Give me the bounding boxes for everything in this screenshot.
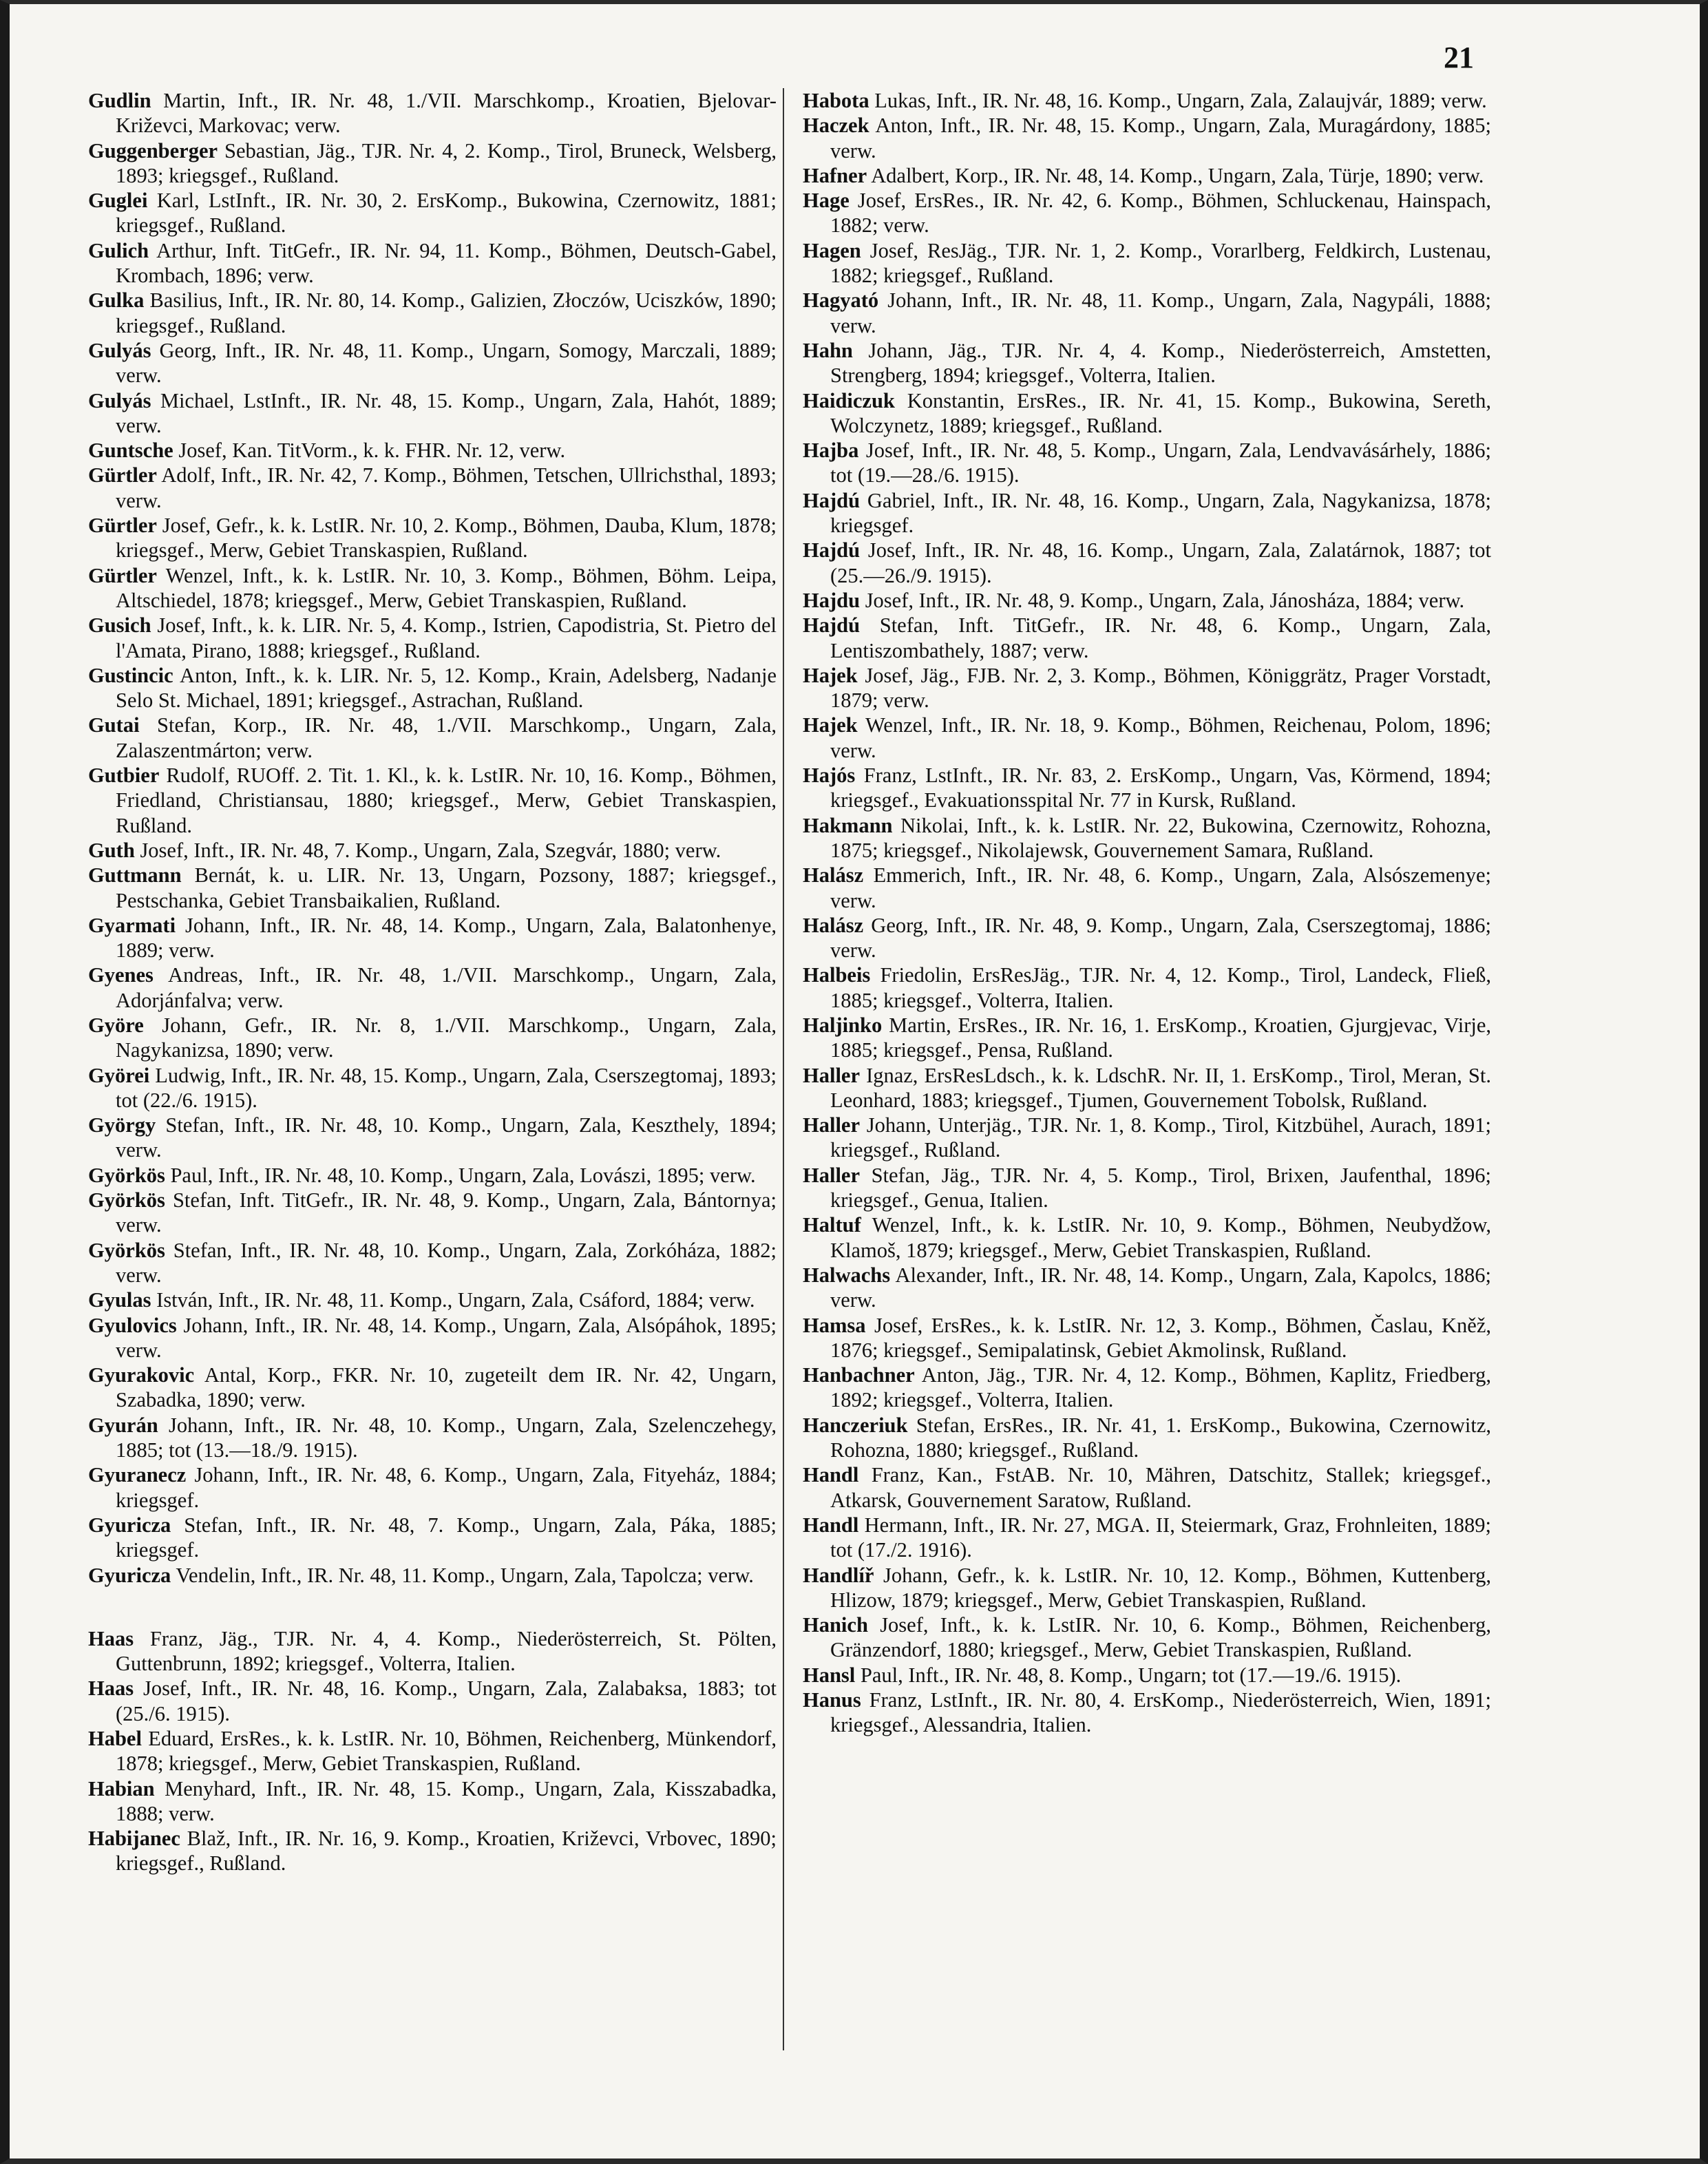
list-entry	[803, 1688, 1491, 1738]
list-entry	[88, 463, 777, 513]
list-entry	[803, 613, 1491, 663]
list-entry	[88, 1163, 777, 1188]
entry-details: Franz, LstInft., IR. Nr. 80, 4. ErsKomp., Niederösterreich, Wien, 1891; kriegsgef., Alessandria, Italien.	[830, 1688, 1491, 1737]
list-entry	[803, 1313, 1491, 1363]
entry-surname: Haller	[803, 1163, 860, 1187]
list-entry	[88, 1238, 777, 1288]
entry-surname: Gustincic	[88, 663, 173, 687]
list-entry	[88, 1462, 777, 1513]
entry-details: Stefan, ErsRes., IR. Nr. 41, 1. ErsKomp., Bukowina, Czernowitz, Rohozna, 1880; kriegsgef., Rußland.	[830, 1413, 1491, 1462]
list-entry	[88, 713, 777, 763]
list-entry	[88, 238, 777, 288]
list-entry	[88, 1113, 777, 1163]
list-entry	[803, 188, 1491, 238]
list-entry	[803, 763, 1491, 813]
list-entry	[88, 138, 777, 189]
entry-details: Stefan, Inft., IR. Nr. 48, 7. Komp., Ungarn, Zala, Páka, 1885; kriegsgef.	[116, 1513, 777, 1562]
entry-details: Johann, Inft., IR. Nr. 48, 11. Komp., Ungarn, Zala, Nagypáli, 1888; verw.	[830, 288, 1492, 337]
entry-surname: Györei	[88, 1063, 150, 1087]
entry-surname: Haczek	[803, 114, 869, 138]
entry-surname: Halász	[803, 863, 864, 887]
entry-surname: Hajdu	[803, 588, 861, 612]
entry-details: Karl, LstInft., IR. Nr. 30, 2. ErsKomp., Bukowina, Czernowitz, 1881; kriegsgef., Rußland.	[116, 189, 777, 238]
entry-details: Ignaz, ErsResLdsch., k. k. LdschR. Nr. II, 1. ErsKomp., Tirol, Meran, St. Leonhard, 1883; kriegsgef., Tjumen, Gouvernement Tobolsk, Rußland.	[830, 1063, 1491, 1112]
list-entry	[88, 438, 777, 463]
entry-surname: Gürtler	[88, 463, 157, 487]
list-entry	[88, 388, 777, 439]
list-entry	[803, 1663, 1491, 1688]
entry-details: Josef, Inft., IR. Nr. 48, 16. Komp., Ungarn, Zala, Zalatárnok, 1887; tot (25.—26./9. 1915).	[830, 538, 1492, 587]
list-entry	[88, 1413, 777, 1463]
entry-surname: Haller	[803, 1113, 860, 1137]
entry-surname: Hafner	[803, 163, 867, 187]
entry-surname: Hajdú	[803, 488, 861, 512]
entry-surname: Haas	[88, 1626, 134, 1650]
list-entry	[88, 1826, 777, 1876]
entry-details: Georg, Inft., IR. Nr. 48, 11. Komp., Ungarn, Somogy, Marczali, 1889; verw.	[116, 338, 777, 388]
list-entry	[88, 1013, 777, 1063]
entry-surname: Hajek	[803, 663, 858, 687]
entry-details: Josef, Inft., IR. Nr. 48, 7. Komp., Ungarn, Zala, Szegvár, 1880; verw.	[140, 838, 721, 862]
entry-details: Martin, Inft., IR. Nr. 48, 1./VII. Marschkomp., Kroatien, Bjelovar-Križevci, Markovac; verw.	[116, 89, 777, 138]
entry-details: Johann, Inft., IR. Nr. 48, 14. Komp., Ungarn, Zala, Alsópáhok, 1895; verw.	[116, 1313, 777, 1362]
entry-surname: Handl	[803, 1463, 859, 1487]
entry-surname: Györkös	[88, 1188, 165, 1212]
entry-details: Wenzel, Inft., k. k. LstIR. Nr. 10, 9. Komp., Böhmen, Neubydžow, Klamoš, 1879; kriegsgef., Merw, Gebiet Transkaspien, Rußland.	[830, 1213, 1491, 1262]
list-entry	[803, 813, 1491, 863]
entry-details: Basilius, Inft., IR. Nr. 80, 14. Komp., Galizien, Złoczów, Uciszków, 1890; kriegsgef., Rußland.	[116, 288, 777, 337]
entry-surname: Haljinko	[803, 1013, 883, 1037]
entry-surname: Hamsa	[803, 1313, 866, 1337]
entry-details: Nikolai, Inft., k. k. LstIR. Nr. 22, Bukowina, Czernowitz, Rohozna, 1875; kriegsgef., Nikolajewsk, Gouvernement Samara, Rußland.	[830, 813, 1492, 862]
list-entry	[88, 663, 777, 713]
entry-details: Eduard, ErsRes., k. k. LstIR. Nr. 10, Böhmen, Reichenberg, Münkendorf, 1878; kriegsgef., Merw, Gebiet Transkaspien, Rußland.	[116, 1727, 777, 1776]
entry-details: Stefan, Inft. TitGefr., IR. Nr. 48, 6. Komp., Ungarn, Zala, Lentiszombathely, 1887; verw.	[830, 613, 1491, 662]
list-entry	[803, 713, 1491, 763]
entry-details: Menyhard, Inft., IR. Nr. 48, 15. Komp., Ungarn, Zala, Kisszabadka, 1888; verw.	[116, 1776, 777, 1825]
entry-details: Franz, Kan., FstAB. Nr. 10, Mähren, Datschitz, Stallek; kriegsgef., Atkarsk, Gouvernement Saratow, Rußland.	[830, 1463, 1491, 1512]
list-entry	[803, 438, 1491, 488]
list-entry	[803, 1263, 1491, 1313]
list-entry	[803, 1613, 1491, 1663]
entry-details: Josef, ResJäg., TJR. Nr. 1, 2. Komp., Vorarlberg, Feldkirch, Lustenau, 1882; kriegsgef., Rußland.	[830, 238, 1491, 288]
list-entry	[803, 338, 1491, 388]
entry-details: Friedolin, ErsResJäg., TJR. Nr. 4, 12. Komp., Tirol, Landeck, Fließ, 1885; kriegsgef., Volterra, Italien.	[830, 963, 1491, 1012]
entry-details: Johann, Jäg., TJR. Nr. 4, 4. Komp., Niederösterreich, Amstetten, Strengberg, 1894; kriegsgef., Volterra, Italien.	[830, 338, 1492, 388]
entry-surname: Hanbachner	[803, 1363, 915, 1387]
entry-surname: Gulich	[88, 238, 149, 262]
list-entry	[803, 113, 1491, 163]
list-entry	[88, 913, 777, 963]
list-entry	[88, 963, 777, 1013]
entry-details: Blaž, Inft., IR. Nr. 16, 9. Komp., Kroatien, Križevci, Vrbovec, 1890; kriegsgef., Rußland.	[116, 1827, 777, 1876]
column-divider	[783, 88, 784, 2050]
entry-surname: Haas	[88, 1677, 134, 1701]
list-entry	[803, 863, 1491, 913]
entry-details: Josef, Inft., k. k. LstIR. Nr. 10, 6. Komp., Böhmen, Reichenberg, Gränzendorf, 1880; kriegsgef., Merw, Gebiet Transkaspien, Rußland.	[830, 1613, 1492, 1662]
list-entry	[88, 1776, 777, 1827]
list-entry	[88, 1288, 777, 1312]
entry-surname: Gyurakovic	[88, 1363, 195, 1387]
entry-surname: Hajba	[803, 439, 859, 463]
entry-details: Johann, Inft., IR. Nr. 48, 6. Komp., Ungarn, Zala, Fityeház, 1884; kriegsgef.	[116, 1463, 777, 1512]
list-entry	[88, 1676, 777, 1726]
entry-details: Rudolf, RUOff. 2. Tit. 1. Kl., k. k. LstIR. Nr. 10, 16. Komp., Böhmen, Friedland, Christiansau, 1880; kriegsgef., Merw, Gebiet Transkaspien, Rußland.	[116, 764, 777, 837]
list-entry	[803, 1163, 1491, 1213]
list-entry	[803, 163, 1491, 188]
entry-details: Vendelin, Inft., IR. Nr. 48, 11. Komp., Ungarn, Zala, Tapolcza; verw.	[176, 1563, 754, 1587]
entry-surname: Guglei	[88, 189, 148, 213]
list-entry	[88, 1726, 777, 1776]
list-entry	[88, 613, 777, 663]
entry-surname: Hanus	[803, 1688, 861, 1712]
entry-details: Sebastian, Jäg., TJR. Nr. 4, 2. Komp., Tirol, Bruneck, Welsberg, 1893; kriegsgef., Rußland.	[116, 138, 777, 187]
entry-surname: Gyuricza	[88, 1513, 171, 1537]
entry-details: Josef, ErsRes., IR. Nr. 42, 6. Komp., Böhmen, Schluckenau, Hainspach, 1882; verw.	[830, 189, 1492, 238]
list-entry	[803, 538, 1491, 588]
entry-surname: Hanich	[803, 1613, 868, 1637]
entry-details: Anton, Jäg., TJR. Nr. 4, 12. Komp., Böhmen, Kaplitz, Friedberg, 1892; kriegsgef., Volterra, Italien.	[830, 1363, 1491, 1412]
list-entry	[88, 838, 777, 863]
entry-details: István, Inft., IR. Nr. 48, 11. Komp., Ungarn, Zala, Csáford, 1884; verw.	[156, 1288, 755, 1312]
list-entry	[88, 1626, 777, 1677]
entry-details: Ludwig, Inft., IR. Nr. 48, 15. Komp., Ungarn, Zala, Cserszegtomaj, 1893; tot (22./6. 1915).	[116, 1063, 777, 1112]
entry-surname: Györkös	[88, 1163, 165, 1187]
list-entry	[88, 1563, 777, 1588]
entry-surname: Guggenberger	[88, 138, 218, 162]
entry-surname: Gusich	[88, 613, 151, 638]
entry-details: Wenzel, Inft., k. k. LstIR. Nr. 10, 3. Komp., Böhmen, Böhm. Leipa, Altschiedel, 1878; kriegsgef., Merw, Gebiet Transkaspien, Rußland.	[116, 563, 777, 612]
entry-surname: Gulyás	[88, 388, 151, 412]
entry-details: Alexander, Inft., IR. Nr. 48, 14. Komp., Ungarn, Zala, Kapolcs, 1886; verw.	[830, 1263, 1491, 1312]
entry-surname: Hajós	[803, 764, 856, 788]
entry-surname: Halwachs	[803, 1263, 891, 1287]
entry-surname: Habota	[803, 89, 869, 112]
entry-details: Paul, Inft., IR. Nr. 48, 10. Komp., Ungarn, Zala, Lovászi, 1895; verw.	[170, 1163, 756, 1187]
entry-details: Gabriel, Inft., IR. Nr. 48, 16. Komp., Ungarn, Zala, Nagykanizsa, 1878; kriegsgef.	[830, 488, 1491, 538]
entry-details: Johann, Inft., IR. Nr. 48, 10. Komp., Ungarn, Zala, Szelenczehegy, 1885; tot (13.—18./9. 1915).	[116, 1413, 777, 1462]
entry-details: Arthur, Inft. TitGefr., IR. Nr. 94, 11. Komp., Böhmen, Deutsch-Gabel, Krombach, 1896; verw.	[116, 238, 777, 288]
entry-details: Anton, Inft., k. k. LIR. Nr. 5, 12. Komp., Krain, Adelsberg, Nadanje Selo St. Michael, 1891; kriegsgef., Astrachan, Rußland.	[116, 663, 777, 713]
list-entry	[803, 388, 1491, 439]
entry-surname: Hagen	[803, 238, 861, 262]
entry-surname: Gutbier	[88, 764, 160, 788]
entry-surname: György	[88, 1113, 156, 1137]
entry-surname: Hajdú	[803, 613, 861, 638]
entry-details: Stefan, Jäg., TJR. Nr. 4, 5. Komp., Tirol, Brixen, Jaufenthal, 1896; kriegsgef., Genua, Italien.	[830, 1163, 1491, 1212]
entry-details: Josef, Inft., IR. Nr. 48, 16. Komp., Ungarn, Zala, Zalabaksa, 1883; tot (25./6. 1915).	[116, 1677, 777, 1725]
list-entry	[803, 913, 1491, 963]
entry-details: Hermann, Inft., IR. Nr. 27, MGA. II, Steiermark, Graz, Frohnleiten, 1889; tot (17./2. 1916).	[830, 1513, 1491, 1562]
list-entry	[803, 88, 1491, 113]
entry-details: Lukas, Inft., IR. Nr. 48, 16. Komp., Ungarn, Zala, Zalaujvár, 1889; verw.	[874, 89, 1487, 112]
entry-surname: Gyulovics	[88, 1313, 177, 1337]
entry-surname: Gyuricza	[88, 1563, 171, 1587]
entry-surname: Guth	[88, 838, 135, 862]
list-entry	[803, 1563, 1491, 1613]
entry-surname: Gyenes	[88, 963, 154, 987]
entry-details: Stefan, Korp., IR. Nr. 48, 1./VII. Marschkomp., Ungarn, Zala, Zalaszentmárton; verw.	[116, 713, 777, 762]
entry-details: Josef, Jäg., FJB. Nr. 2, 3. Komp., Böhmen, Königgrätz, Prager Vorstadt, 1879; verw.	[830, 663, 1492, 713]
list-entry	[803, 1212, 1491, 1263]
list-entry	[803, 1513, 1491, 1563]
entry-surname: Haller	[803, 1063, 860, 1087]
list-entry	[88, 338, 777, 388]
entry-details: Michael, LstInft., IR. Nr. 48, 15. Komp., Ungarn, Zala, Hahót, 1889; verw.	[116, 388, 777, 437]
entry-details: Bernát, k. u. LIR. Nr. 13, Ungarn, Pozsony, 1887; kriegsgef., Pestschanka, Gebiet Transbaikalien, Rußland.	[116, 863, 777, 912]
list-entry	[88, 88, 777, 138]
section-gap	[88, 1588, 777, 1626]
entry-surname: Hansl	[803, 1663, 856, 1687]
list-entry	[88, 863, 777, 913]
entry-details: Paul, Inft., IR. Nr. 48, 8. Komp., Ungarn; tot (17.—19./6. 1915).	[860, 1663, 1402, 1687]
entry-surname: Gyurán	[88, 1413, 158, 1437]
list-entry	[803, 488, 1491, 538]
entry-details: Johann, Inft., IR. Nr. 48, 14. Komp., Ungarn, Zala, Balatonhenye, 1889; verw.	[116, 913, 777, 963]
entry-details: Anton, Inft., IR. Nr. 48, 15. Komp., Ungarn, Zala, Muragárdony, 1885; verw.	[830, 114, 1491, 162]
list-entry	[803, 1063, 1491, 1113]
entry-surname: Halbeis	[803, 963, 871, 987]
entry-surname: Haidiczuk	[803, 388, 895, 412]
entry-details: Antal, Korp., FKR. Nr. 10, zugeteilt dem IR. Nr. 42, Ungarn, Szabadka, 1890; verw.	[116, 1363, 777, 1412]
entry-details: Josef, Kan. TitVorm., k. k. FHR. Nr. 12, verw.	[178, 439, 566, 463]
list-entry	[803, 1363, 1491, 1413]
list-entry	[88, 1313, 777, 1363]
entry-details: Andreas, Inft., IR. Nr. 48, 1./VII. Marschkomp., Ungarn, Zala, Adorjánfalva; verw.	[116, 963, 777, 1012]
entry-details: Stefan, Inft., IR. Nr. 48, 10. Komp., Ungarn, Zala, Keszthely, 1894; verw.	[116, 1113, 777, 1162]
list-entry	[88, 1188, 777, 1238]
entry-details: Martin, ErsRes., IR. Nr. 16, 1. ErsKomp., Kroatien, Gjurgjevac, Virje, 1885; kriegsgef., Pensa, Rußland.	[830, 1013, 1491, 1062]
entry-surname: Hanczeriuk	[803, 1413, 908, 1437]
list-entry	[88, 763, 777, 838]
entry-details: Josef, Gefr., k. k. LstIR. Nr. 10, 2. Komp., Böhmen, Dauba, Klum, 1878; kriegsgef., Merw, Gebiet Transkaspien, Rußland.	[116, 514, 777, 563]
entry-surname: Handl	[803, 1513, 859, 1537]
entry-surname: Györe	[88, 1013, 144, 1037]
list-entry	[803, 663, 1491, 713]
entry-surname: Hajek	[803, 713, 858, 737]
entry-surname: Gutai	[88, 713, 140, 737]
entry-surname: Hajdú	[803, 538, 861, 563]
entry-details: Emmerich, Inft., IR. Nr. 48, 6. Komp., Ungarn, Zala, Alsószemenye; verw.	[830, 863, 1492, 912]
list-entry	[803, 288, 1491, 338]
entry-details: Johann, Gefr., k. k. LstIR. Nr. 10, 12. Komp., Böhmen, Kuttenberg, Hlizow, 1879; kriegsgef., Merw, Gebiet Transkaspien, Rußland.	[830, 1563, 1491, 1612]
entry-surname: Habijanec	[88, 1827, 180, 1851]
entry-surname: Haltuf	[803, 1213, 861, 1237]
list-entry	[803, 1413, 1491, 1463]
list-entry	[88, 1513, 777, 1563]
entry-details: Franz, LstInft., IR. Nr. 83, 2. ErsKomp., Ungarn, Vas, Körmend, 1894; kriegsgef., Evakuationsspital Nr. 77 in Kursk, Rußland.	[830, 764, 1492, 812]
entry-surname: Guntsche	[88, 439, 173, 463]
entry-details: Josef, ErsRes., k. k. LstIR. Nr. 12, 3. Komp., Böhmen, Časlau, Kněž, 1876; kriegsgef., Semipalatinsk, Gebiet Akmolinsk, Rußland.	[830, 1313, 1492, 1362]
entry-surname: Gudlin	[88, 89, 151, 112]
entry-details: Adalbert, Korp., IR. Nr. 48, 14. Komp., Ungarn, Zala, Türje, 1890; verw.	[871, 163, 1484, 187]
entry-details: Josef, Inft., k. k. LIR. Nr. 5, 4. Komp., Istrien, Capodistria, St. Pietro del l'Amata, Pirano, 1888; kriegsgef., Rußland.	[116, 613, 777, 662]
page-number: 21	[1444, 41, 1474, 74]
entry-surname: Gyuranecz	[88, 1463, 187, 1487]
entry-surname: Gulka	[88, 288, 145, 313]
entry-details: Johann, Gefr., IR. Nr. 8, 1./VII. Marschkomp., Ungarn, Zala, Nagykanizsa, 1890; verw.	[116, 1013, 777, 1062]
entry-surname: Hagyató	[803, 288, 879, 313]
entry-details: Georg, Inft., IR. Nr. 48, 9. Komp., Ungarn, Zala, Cserszegtomaj, 1886; verw.	[830, 913, 1492, 963]
list-entry	[803, 1462, 1491, 1513]
entry-details: Konstantin, ErsRes., IR. Nr. 41, 15. Komp., Bukowina, Sereth, Wolczynetz, 1889; kriegsgef., Rußland.	[830, 388, 1492, 437]
entry-details: Johann, Unterjäg., TJR. Nr. 1, 8. Komp., Tirol, Kitzbühel, Aurach, 1891; kriegsgef., Rußland.	[830, 1113, 1492, 1162]
right-column	[803, 88, 1491, 1738]
list-entry	[803, 1013, 1491, 1063]
entry-surname: Gyarmati	[88, 913, 176, 937]
list-entry	[88, 563, 777, 613]
left-column	[88, 88, 777, 1876]
entry-surname: Habian	[88, 1776, 155, 1800]
entry-details: Josef, Inft., IR. Nr. 48, 5. Komp., Ungarn, Zala, Lendvavásárhely, 1886; tot (19.—28./6. 1915).	[830, 439, 1491, 487]
list-entry	[88, 513, 777, 563]
entry-surname: Gürtler	[88, 514, 157, 538]
entry-details: Adolf, Inft., IR. Nr. 42, 7. Komp., Böhmen, Tetschen, Ullrichsthal, 1893; verw.	[116, 463, 777, 512]
entry-details: Josef, Inft., IR. Nr. 48, 9. Komp., Ungarn, Zala, Jánosháza, 1884; verw.	[865, 588, 1465, 612]
list-entry	[88, 188, 777, 238]
entry-surname: Hahn	[803, 338, 853, 362]
entry-surname: Habel	[88, 1727, 142, 1750]
list-entry	[803, 238, 1491, 288]
list-entry	[803, 588, 1491, 613]
entry-details: Stefan, Inft., IR. Nr. 48, 10. Komp., Ungarn, Zala, Zorkóháza, 1882; verw.	[116, 1238, 777, 1287]
entry-details: Stefan, Inft. TitGefr., IR. Nr. 48, 9. Komp., Ungarn, Zala, Bántornya; verw.	[116, 1188, 777, 1237]
list-entry	[803, 963, 1491, 1013]
entry-details: Franz, Jäg., TJR. Nr. 4, 4. Komp., Niederösterreich, St. Pölten, Guttenbrunn, 1892; kriegsgef., Volterra, Italien.	[116, 1626, 777, 1676]
entry-surname: Gulyás	[88, 338, 151, 362]
entry-surname: Gürtler	[88, 563, 157, 587]
entry-details: Wenzel, Inft., IR. Nr. 18, 9. Komp., Böhmen, Reichenau, Polom, 1896; verw.	[830, 713, 1491, 762]
list-entry	[88, 1363, 777, 1413]
list-entry	[803, 1113, 1491, 1163]
entry-surname: Guttmann	[88, 863, 182, 887]
entry-surname: Györkös	[88, 1238, 165, 1262]
list-entry	[88, 1063, 777, 1113]
entry-surname: Handlíř	[803, 1563, 874, 1587]
entry-surname: Hage	[803, 189, 850, 213]
list-entry	[88, 288, 777, 338]
entry-surname: Hakmann	[803, 813, 893, 837]
entry-surname: Halász	[803, 913, 864, 937]
entry-surname: Gyulas	[88, 1288, 151, 1312]
